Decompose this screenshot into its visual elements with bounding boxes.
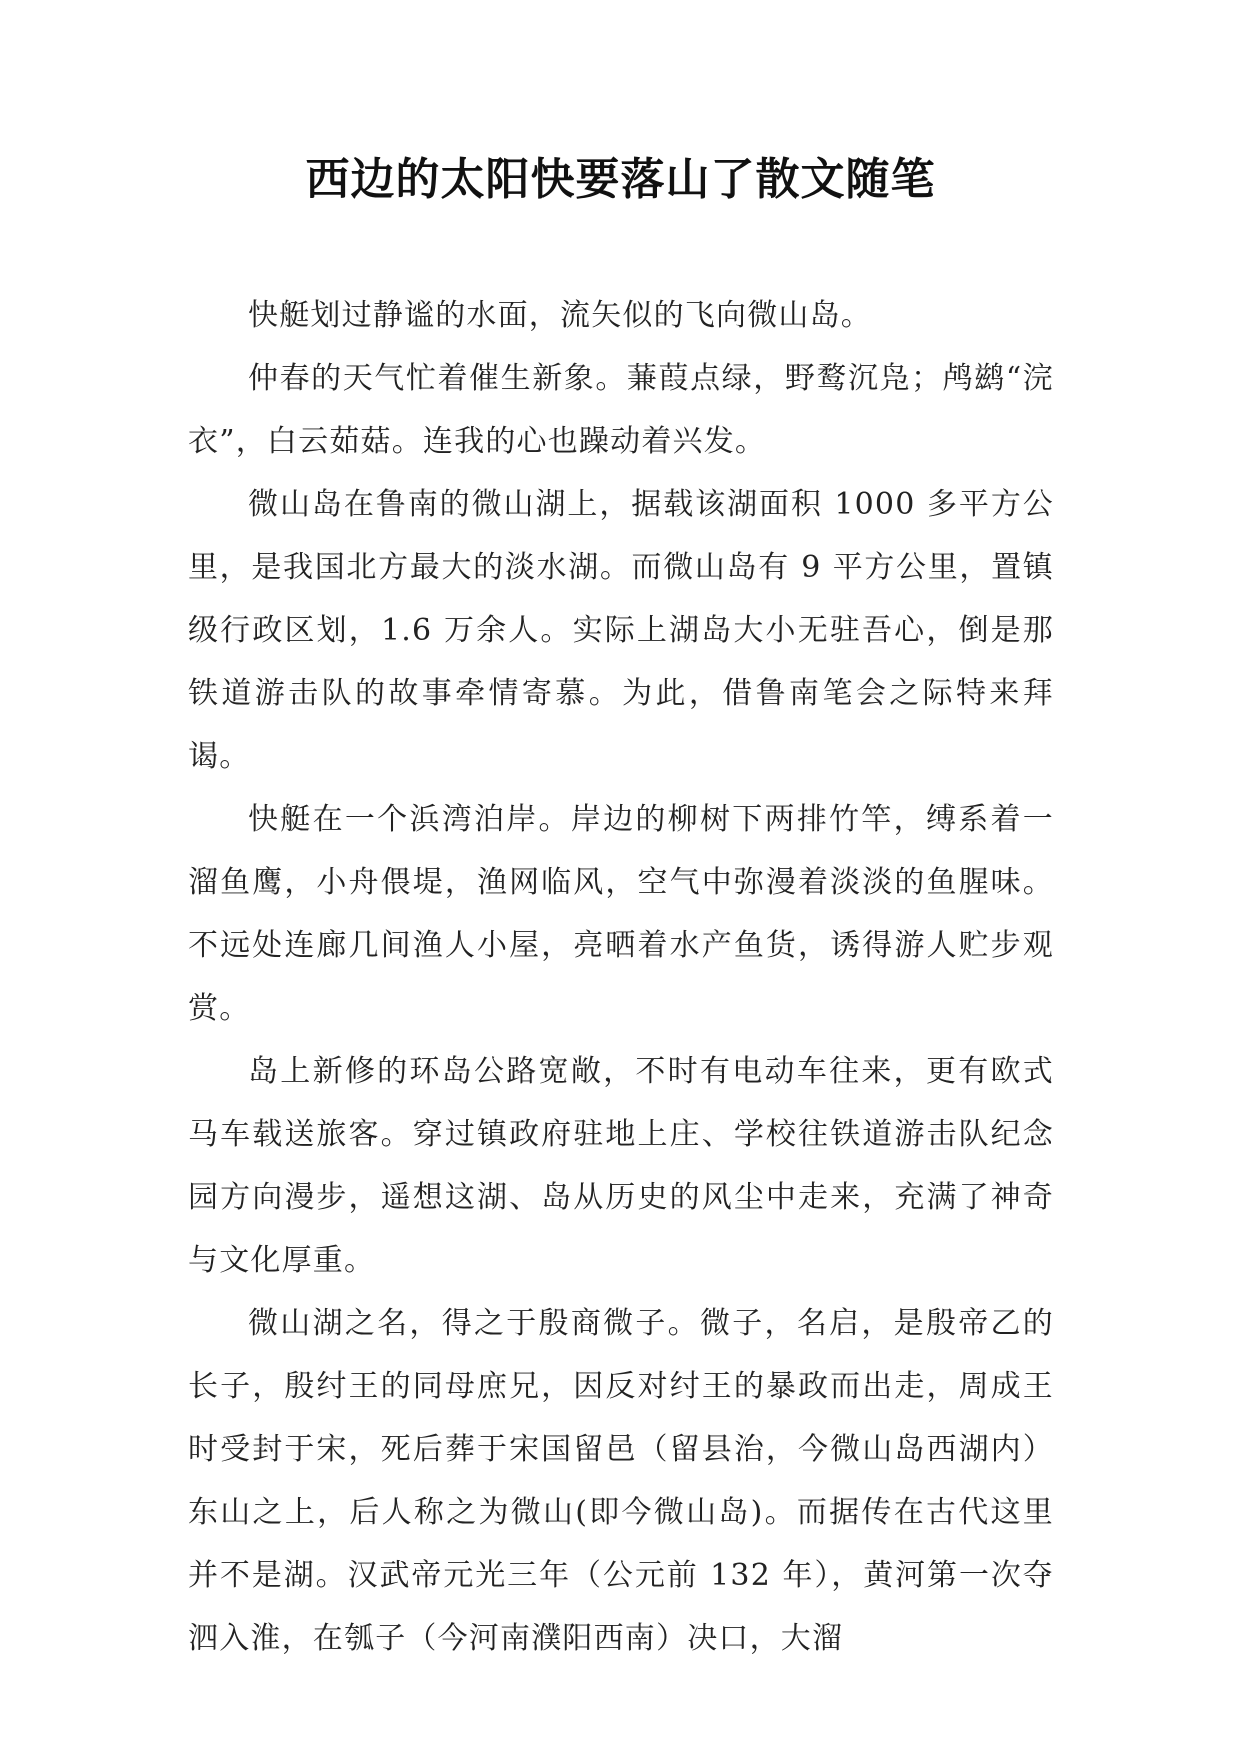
paragraph: 岛上新修的环岛公路宽敞，不时有电动车往来，更有欧式马车载送旅客。穿过镇政府驻地上庄、学校往铁道游击队纪念园方向漫步，遥想这湖、岛从历史的风尘中走来，充满了神奇与文化厚重。 [188, 1054, 1054, 1278]
paragraph: 快艇划过静谧的水面，流矢似的飞向微山岛。 [248, 298, 872, 333]
paragraph: 快艇在一个浜湾泊岸。岸边的柳树下两排竹竿，缚系着一溜鱼鹰，小舟偎堤，渔网临风，空气中弥漫着淡淡的鱼腥味。不远处连廊几间渔人小屋，亮晒着水产鱼货，诱得游人贮步观赏。 [188, 802, 1054, 1026]
paragraph: 仲春的天气忙着催生新象。蒹葭点绿，野鹜沉凫；鸬鹚“浣衣”，白云茹菇。连我的心也躁动着兴发。 [188, 361, 1054, 459]
paragraph: 微山岛在鲁南的微山湖上，据载该湖面积 1000 多平方公里，是我国北方最大的淡水湖。而微山岛有 9 平方公里，置镇级行政区划，1.6 万余人。实际上湖岛大小无驻吾心，倒是那铁道游击队的故事牵情寄慕。为此，借鲁南笔会之际特来拜谒。 [188, 487, 1054, 774]
document-body [188, 284, 1054, 1670]
paragraph: 微山湖之名，得之于殷商微子。微子，名启，是殷帝乙的长子，殷纣王的同母庶兄，因反对纣王的暴政而出走，周成王时受封于宋，死后葬于宋国留邑（留县治，今微山岛西湖内）东山之上，后人称之为微山(即今微山岛)。而据传在古代这里并不是湖。汉武帝元光三年（公元前 132 年），黄河第一次夺泗入淮，在瓠子（今河南濮阳西南）决口，大溜 [188, 1306, 1054, 1656]
document-title: 西边的太阳快要落山了散文随笔 [305, 154, 936, 205]
